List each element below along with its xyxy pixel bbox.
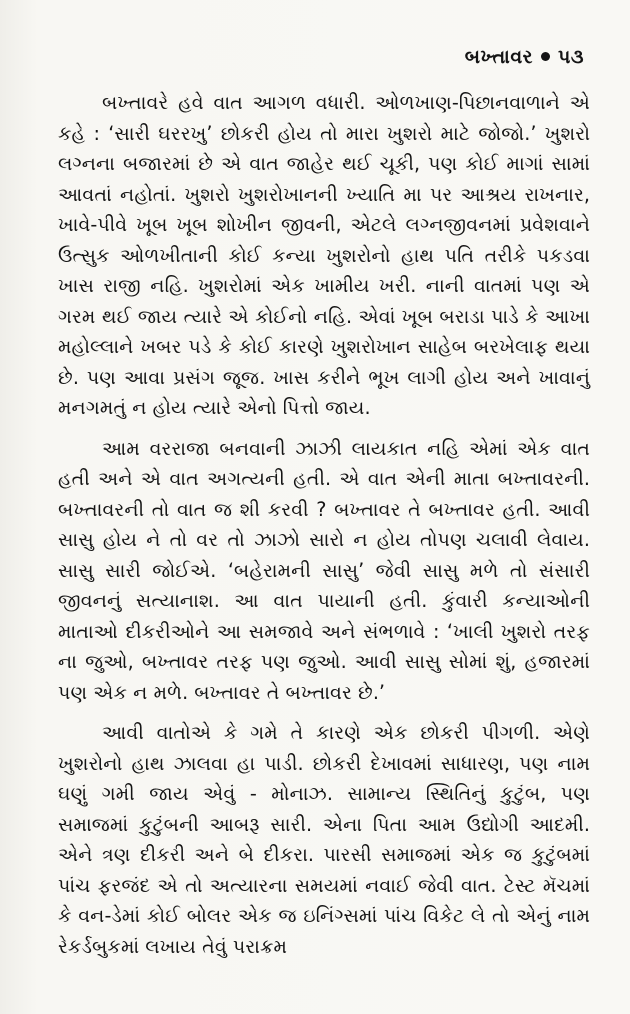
paragraph-2: આમ વરરાજા બનવાની ઝાઝી લાયકાત નહિ એમાં એક વાત હતી અને એ વાત અગત્યની હતી. એ વાત એની માતા બખ્તાવરની. બખ્તાવરની તો વાત જ શી કરવી ? બખ્તાવર તે બખ્તાવર હતી. આવી સાસુ હોય ને તો વર તો ઝાઝો સારો ન હોય તોપણ ચલાવી લેવાય. સાસુ સારી જોઈએ. ‘બહેરામની સાસુ’ જેવી સાસુ મળે તો સંસારી જીવનનું સત્યાનાશ. આ વાત પાયાની હતી. કુંવારી કન્યાઓની માતાઓ દીકરીઓને આ સમજાવે અને સંભળાવે : ‘ખાલી ખુશરો તરફ ના જુઓ, બખ્તાવર તરફ પણ જુઓ. આવી સાસુ સોમાં શું, હજારમાં પણ એક ન મળે. બખ્તાવર તે બખ્તાવર છે.’ <box>58 436 590 704</box>
running-header <box>465 46 584 68</box>
bullet-separator-icon <box>541 52 550 61</box>
paragraph-1: બખ્તાવરે હવે વાત આગળ વધારી. ઓળખાણ-પિછાનવાળાને એ કહે : ‘સારી ઘરરખુ’ છોકરી હોય તો મારા ખુશરો માટે જોજો.’ ખુશરો લગ્નના બજારમાં છે એ વાત જાહેર થઈ ચૂકી, પણ કોઈ માગાં સામાં આવતાં નહોતાં. ખુશરો ખુશરોખાનની ખ્યાતિ મા પર આશ્રય રાખનાર, ખાવે-પીવે ખૂબ ખૂબ શોખીન જીવની, એટલે લગ્નજીવનમાં પ્રવેશવાને ઉત્સુક ઓળખીતાની કોઈ કન્યા ખુશરોનો હાથ પતિ તરીકે પકડવા ખાસ રાજી નહિ. ખુશરોમાં એક ખામીય ખરી. નાની વાતમાં પણ એ ગરમ થઈ જાય ત્યારે એ કોઈનો નહિ. એવાં ખૂબ બરાડા પાડે કે આખા મહોલ્લાને ખબર પડે કે કોઈ કારણે ખુશરોખાન સાહેબ બરખેલાફ થયા છે. પણ આવા પ્રસંગ જૂજ. ખાસ કરીને ભૂખ લાગી હોય અને ખાવાનું મનગમતું ન હોય ત્યારે એનો પિત્તો જાય. <box>58 91 590 419</box>
body-text <box>58 88 590 962</box>
paragraph-3: આવી વાતોએ કે ગમે તે કારણે એક છોકરી પીગળી. એણે ખુશરોનો હાથ ઝાલવા હા પાડી. છોકરી દેખાવમાં સાધારણ, પણ નામ ઘણું ગમી જાય એવું - મોનાઝ. સામાન્ય સ્થિતિનું કુટુંબ, પણ સમાજમાં કુટુંબની આબરૂ સારી. એના પિતા આમ ઉદ્યોગી આદમી. એને ત્રણ દીકરી અને બે દીકરા. પારસી સમાજમાં એક જ કુટુંબમાં પાંચ ફરજંદ એ તો અત્યારના સમયમાં નવાઈ જેવી વાત. ટેસ્ટ મૅચમાં કે વન-ડેમાં કોઈ બોલર એક જ ઇનિંગ્સમાં પાંચ વિકેટ લે તો એનું નામ રેકર્ડબુકમાં લખાય તેવું પરાક્રમ <box>58 721 590 958</box>
page-number: પ૩ <box>558 46 584 68</box>
book-title: બખ્તાવર <box>464 46 533 68</box>
